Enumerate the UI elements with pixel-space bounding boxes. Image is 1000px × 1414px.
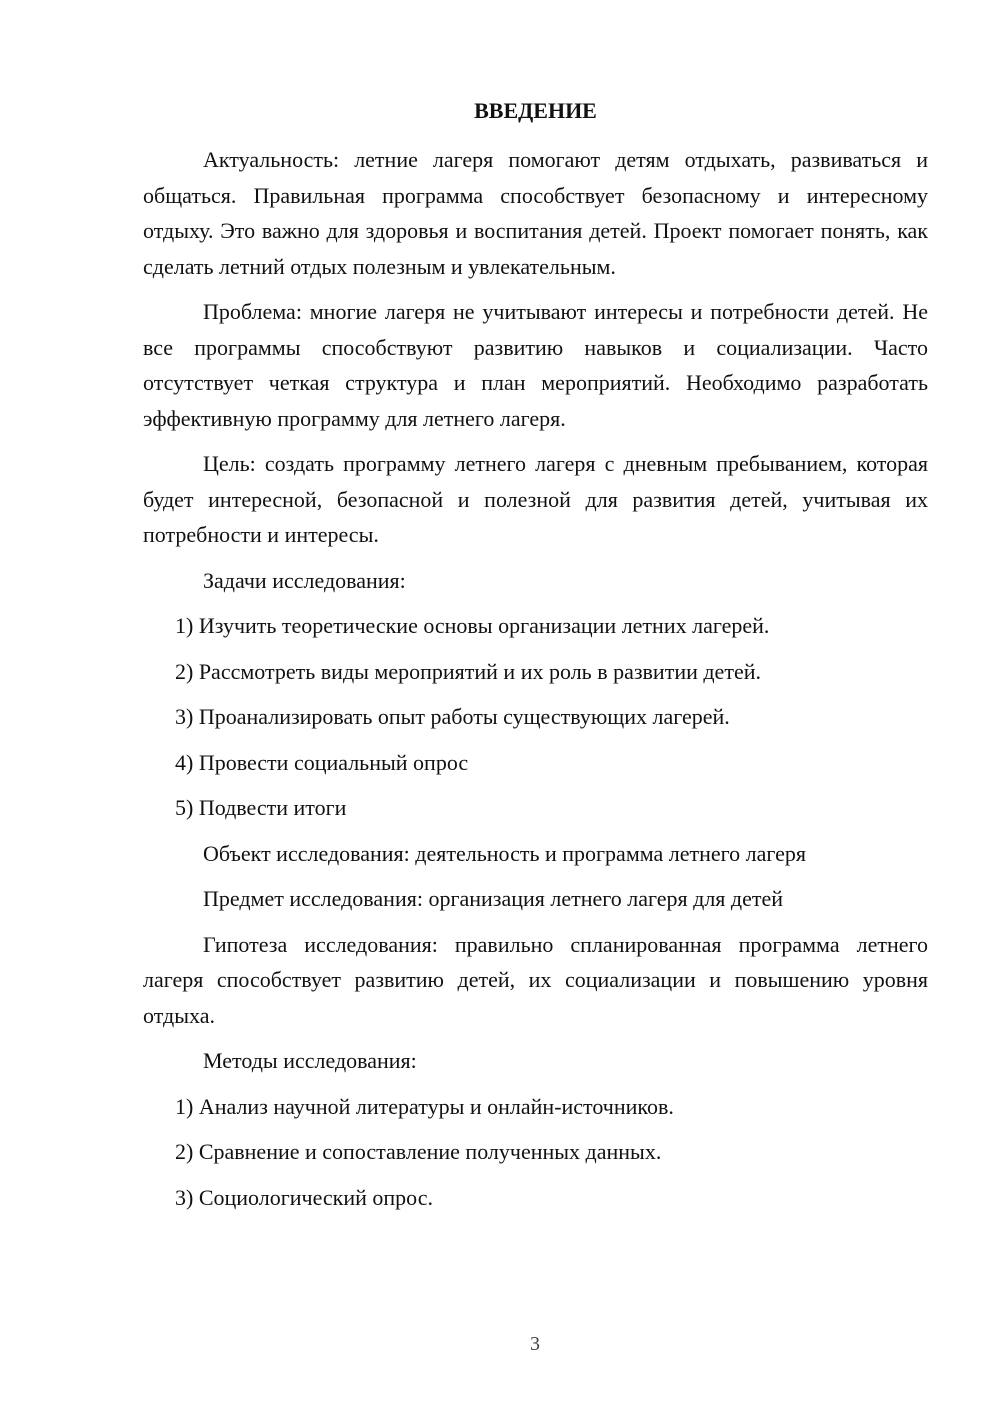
paragraph-relevance: Актуальность: летние лагеря помогают детям отдыхать, развиваться и общаться. Правильная программа способствует безопасному и интересному отдыху. Это важно для здоровья и воспитания детей. Проект помогает понять, как сделать летний отдых полезным и увлекательным. <box>143 147 928 279</box>
tasks-heading: Задачи исследования: <box>203 567 406 593</box>
list-item-method: 1) Анализ научной литературы и онлайн-источников. <box>175 1093 674 1119</box>
list-item-task: 3) Проанализировать опыт работы существующих лагерей. <box>175 704 730 729</box>
paragraph-hypothesis: Гипотеза исследования: правильно спланированная программа летнего лагеря способствует развитию детей, их социализации и повышению уровня отдыха. <box>143 931 928 1028</box>
paragraph-object: Объект исследования: деятельность и программа летнего лагеря <box>203 840 807 866</box>
paragraph-problem: Проблема: многие лагеря не учитывают интересы и потребности детей. Не все программы способствуют развитию навыков и социализации. Часто отсутствует четкая структура и план мероприятий. Необходимо разработать эффективную программу для летнего лагеря. <box>143 299 928 431</box>
list-item-task: 5) Подвести итоги <box>175 795 347 820</box>
list-item-method: 2) Сравнение и сопоставление полученных данных. <box>175 1139 662 1164</box>
list-item-task: 1) Изучить теоретические основы организации летних лагерей. <box>175 613 770 638</box>
page-title: ВВЕДЕНИЕ <box>474 98 597 123</box>
list-item-method: 3) Социологический опрос. <box>175 1184 433 1210</box>
paragraph-goal: Цель: создать программу летнего лагеря с дневным пребыванием, которая будет интересной, безопасной и полезной для развития детей, учитывая их потребности и интересы. <box>143 451 928 547</box>
list-item-task: 2) Рассмотреть виды мероприятий и их роль в развитии детей. <box>175 658 761 684</box>
methods-heading: Методы исследования: <box>203 1048 417 1073</box>
paragraph-subject: Предмет исследования: организация летнего лагеря для детей <box>203 886 784 911</box>
page-number: 3 <box>530 1333 540 1355</box>
list-item-task: 4) Провести социальный опрос <box>175 749 469 775</box>
body-text <box>143 142 928 1215</box>
